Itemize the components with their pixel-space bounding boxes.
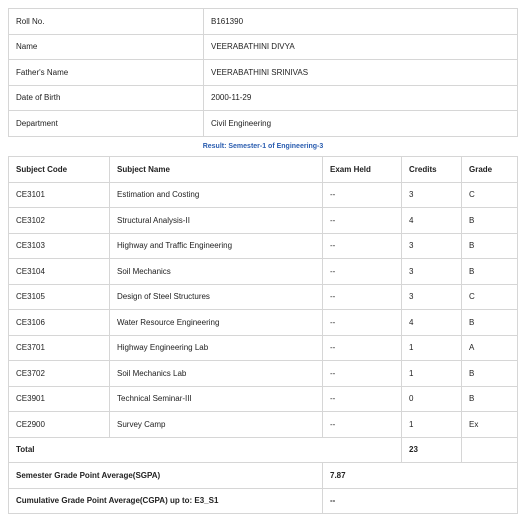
exam-held-cell: -- <box>323 412 402 438</box>
sgpa-label: Semester Grade Point Average(SGPA) <box>9 463 323 489</box>
header-credits: Credits <box>402 157 462 183</box>
credits-cell: 4 <box>402 310 462 336</box>
exam-held-cell: -- <box>323 361 402 387</box>
total-credits: 23 <box>402 437 462 463</box>
student-info-body <box>9 9 518 137</box>
subject-code-cell: CE3101 <box>9 182 110 208</box>
student-info-row <box>9 111 518 137</box>
exam-held-cell: -- <box>323 284 402 310</box>
credits-cell: 0 <box>402 386 462 412</box>
student-info-value: VEERABATHINI SRINIVAS <box>204 60 518 86</box>
grade-row <box>9 310 518 336</box>
exam-held-cell: -- <box>323 259 402 285</box>
cgpa-value: -- <box>323 488 518 514</box>
credits-cell: 3 <box>402 233 462 259</box>
subject-code-cell: CE3701 <box>9 335 110 361</box>
subject-code-cell: CE3901 <box>9 386 110 412</box>
subject-name-cell: Estimation and Costing <box>110 182 323 208</box>
cgpa-label: Cumulative Grade Point Average(CGPA) up to: E3_S1 <box>9 488 323 514</box>
subject-name-cell: Survey Camp <box>110 412 323 438</box>
grade-cell: A <box>462 335 518 361</box>
exam-held-cell: -- <box>323 386 402 412</box>
student-info-label: Date of Birth <box>9 85 204 111</box>
student-info-value: VEERABATHINI DIVYA <box>204 34 518 60</box>
grade-cell: B <box>462 310 518 336</box>
student-info-value: 2000-11-29 <box>204 85 518 111</box>
subject-code-cell: CE3104 <box>9 259 110 285</box>
sgpa-value: 7.87 <box>323 463 518 489</box>
grade-row <box>9 335 518 361</box>
header-subject-code: Subject Code <box>9 157 110 183</box>
grade-row <box>9 233 518 259</box>
subject-code-cell: CE2900 <box>9 412 110 438</box>
credits-cell: 1 <box>402 412 462 438</box>
subject-name-cell: Soil Mechanics Lab <box>110 361 323 387</box>
student-info-row <box>9 60 518 86</box>
grade-cell: B <box>462 259 518 285</box>
subject-code-cell: CE3702 <box>9 361 110 387</box>
exam-held-cell: -- <box>323 208 402 234</box>
student-info-label: Department <box>9 111 204 137</box>
header-subject-name: Subject Name <box>110 157 323 183</box>
grade-cell: B <box>462 386 518 412</box>
credits-cell: 4 <box>402 208 462 234</box>
subject-code-cell: CE3105 <box>9 284 110 310</box>
credits-cell: 3 <box>402 259 462 285</box>
grade-row <box>9 182 518 208</box>
student-info-row <box>9 34 518 60</box>
subject-name-cell: Soil Mechanics <box>110 259 323 285</box>
grade-cell: B <box>462 208 518 234</box>
header-exam-held: Exam Held <box>323 157 402 183</box>
student-info-row <box>9 85 518 111</box>
exam-held-cell: -- <box>323 310 402 336</box>
grades-body <box>9 182 518 437</box>
subject-code-cell: CE3106 <box>9 310 110 336</box>
subject-name-cell: Highway Engineering Lab <box>110 335 323 361</box>
sgpa-row <box>9 463 518 489</box>
student-info-label: Father's Name <box>9 60 204 86</box>
subject-name-cell: Design of Steel Structures <box>110 284 323 310</box>
credits-cell: 1 <box>402 361 462 387</box>
grade-cell: B <box>462 233 518 259</box>
credits-cell: 3 <box>402 284 462 310</box>
credits-cell: 1 <box>402 335 462 361</box>
grades-table <box>8 156 518 514</box>
student-info-value: Civil Engineering <box>204 111 518 137</box>
result-caption: Result: Semester-1 of Engineering-3 <box>202 143 324 150</box>
credits-cell: 3 <box>402 182 462 208</box>
header-grade: Grade <box>462 157 518 183</box>
grade-cell: C <box>462 182 518 208</box>
grade-row <box>9 259 518 285</box>
total-row <box>9 437 518 463</box>
grade-cell: B <box>462 361 518 387</box>
grades-header-row <box>9 157 518 183</box>
student-info-label: Name <box>9 34 204 60</box>
grade-row <box>9 412 518 438</box>
subject-name-cell: Water Resource Engineering <box>110 310 323 336</box>
subject-name-cell: Structural Analysis-II <box>110 208 323 234</box>
grade-row <box>9 386 518 412</box>
grade-cell: Ex <box>462 412 518 438</box>
grade-row <box>9 284 518 310</box>
student-info-table <box>8 8 518 137</box>
cgpa-row <box>9 488 518 514</box>
student-info-label: Roll No. <box>9 9 204 35</box>
exam-held-cell: -- <box>323 335 402 361</box>
subject-name-cell: Highway and Traffic Engineering <box>110 233 323 259</box>
subject-code-cell: CE3102 <box>9 208 110 234</box>
grade-row <box>9 361 518 387</box>
grade-row <box>9 208 518 234</box>
exam-held-cell: -- <box>323 233 402 259</box>
grade-cell: C <box>462 284 518 310</box>
student-info-row <box>9 9 518 35</box>
total-grade-empty <box>462 437 518 463</box>
subject-name-cell: Technical Seminar-III <box>110 386 323 412</box>
total-label: Total <box>9 437 402 463</box>
exam-held-cell: -- <box>323 182 402 208</box>
subject-code-cell: CE3103 <box>9 233 110 259</box>
student-info-value: B161390 <box>204 9 518 35</box>
